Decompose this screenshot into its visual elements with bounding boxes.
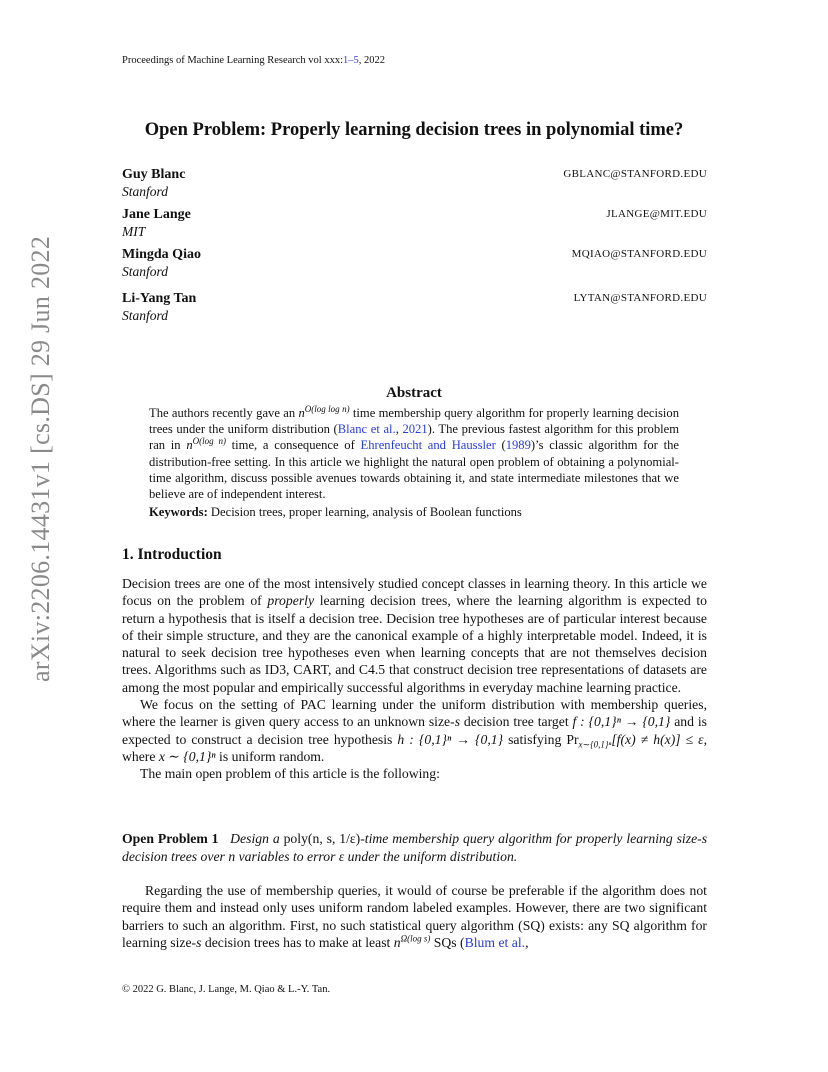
citation-link[interactable]: Blum et al. [464,934,526,950]
arxiv-stamp-text: arXiv:2206.14431v1 [cs.DS] 29 Jun 2022 [26,235,55,682]
paragraph [122,882,707,951]
math-exponent: O(log log n) [304,403,350,414]
math-n: n [298,406,305,420]
open-problem-text: variables to error [235,848,339,864]
abstract-text: ). The previous fastest algorithm for this problem ran in [149,422,680,453]
copyright-footer: © 2022 G. Blanc, J. Lange, M. Qiao & L.-Y. Tan. [122,984,331,995]
emphasis-text: properly [267,593,315,609]
math-x-dist: x ∼ {0,1}ⁿ [158,748,216,764]
keywords-text: Decision trees, proper learning, analysis of Boolean functions [207,505,522,520]
author-block [122,247,707,280]
author-affiliation: Stanford [122,308,169,323]
paper-title: Open Problem: Properly learning decision trees in polynomial time? [144,120,684,140]
paragraph-text: decision trees has to make at least [201,934,394,950]
open-problem-label: Open Problem 1 [122,831,219,846]
author-email[interactable]: MQIAO@STANFORD.EDU [571,248,707,260]
math-n: n [186,438,193,453]
author-affiliation: MIT [122,224,146,239]
math-pr-expression: [f(x) ≠ h(x)] ≤ ε [611,731,704,747]
open-problem-text: under the uniform distribution. [344,848,518,864]
math-poly: poly(n, s, 1/ε) [283,831,361,846]
math-pr-subscript: x∼{0,1}ⁿ [578,739,612,750]
paragraph-text: SQs ( [430,934,465,950]
abstract-text: time membership query algorithm for properly learning decision trees under the uniform distribution ( [149,406,680,437]
paragraph [122,575,707,696]
citation-link[interactable]: Ehrenfeucht and Haussler [360,438,496,453]
abstract-heading: Abstract [386,385,442,401]
keywords-label: Keywords: [149,505,208,520]
author-affiliation: Stanford [122,184,169,199]
author-affiliation: Stanford [122,264,169,279]
paragraph-text: learning decision trees, where the learning algorithm is expected to return a hypothesis that is itself a decision tree. Decision tree hypotheses are of particular interest because of their simple structure, and they are the canonical example of a highly interpretable model. Indeed, it is natural to seek decision tree hypotheses even when learning concepts that are not themselves decision trees. Algorithms such as ID3, CART, and C4.5 that construct decision tree representations of datasets are among the most popular and empirically successful algorithms in everyday machine learning practice. [122,593,707,695]
open-problem-text: Design a [230,831,284,846]
paragraph-text: Decision trees are one of the most intensively studied concept classes in learning theory. In this article we focus on the problem of [122,576,707,609]
math-f-map: f : {0,1}ⁿ → {0,1} [572,714,671,730]
abstract-text: )’s classic algorithm for the distribution-free setting. In this article we highlight the natural open problem of obtaining a polynomial-time algorithm, discuss possible avenues towards obtaining it, and state intermediate milestones that we believe are of independent interest. [149,438,679,502]
paragraph-text: and is expected to construct a decision tree hypothesis [122,714,707,747]
abstract-text: time, a consequence of [225,438,361,453]
paragraph-text: The main open problem of this article is the following: [140,766,440,782]
paragraph-text: is uniform random. [215,748,325,764]
math-s: s [454,714,461,730]
author-block [122,291,707,324]
proceedings-header [122,55,385,66]
author-name: Jane Lange [122,207,191,222]
keywords-line [149,504,679,520]
citation-separator: ( [495,438,506,453]
abstract-text: The authors recently gave an [149,406,299,420]
proceedings-year: , 2022 [358,55,386,66]
citation-year-link[interactable]: 1989 [505,438,531,453]
math-eps: ε [338,848,345,864]
author-email[interactable]: GBLANC@STANFORD.EDU [563,168,707,180]
open-problem [122,830,707,865]
math-exponent: Ω(log s) [400,933,431,944]
author-name: Guy Blanc [122,167,186,182]
author-block [122,207,707,240]
open-problem-text: -time membership query algorithm for properly learning size- [360,831,702,846]
math-n: n [228,848,236,864]
proceedings-text: Proceedings of Machine Learning Research vol xxx: [122,55,344,66]
math-n: n [393,934,401,950]
math-exponent: O(log n) [192,436,226,447]
paragraph-text: satisfying [503,731,567,747]
math-pr: Pr [566,731,579,747]
math-s: s [701,831,708,846]
pages-link[interactable]: 1–5 [343,55,359,66]
section-heading: 1. Introduction [122,546,222,563]
citation-separator: , [395,422,403,437]
author-name: Mingda Qiao [122,247,201,262]
paragraph-text: We focus on the setting of PAC learning under the uniform distribution with membership queries, where the learner is given query access to an unknown size- [122,697,707,730]
author-email[interactable]: JLANGE@MIT.EDU [606,208,707,220]
barriers-paragraph [122,882,707,951]
author-name: Li-Yang Tan [122,291,197,306]
paragraph-text: , where [122,731,707,764]
author-block [122,167,707,200]
math-h-map: h : {0,1}ⁿ → {0,1} [397,731,504,747]
paragraph-text: , [525,934,529,950]
paragraph-text: decision tree target [460,714,573,730]
citation-link[interactable]: Blanc et al. [337,422,396,437]
paragraph-text: Regarding the use of membership queries, it would of course be preferable if the algorithm does not require them and instead only uses uniform random labeled examples. However, there are two significant barriers to such an algorithm. First, no such statistical query algorithm (SQ) exists: any SQ algorithm for learning size- [122,883,707,950]
paragraph [122,765,707,782]
intro-body [122,575,707,783]
citation-year-link[interactable]: 2021 [402,422,428,437]
abstract-body [149,405,679,520]
author-email[interactable]: LYTAN@STANFORD.EDU [573,292,707,304]
paragraph [122,696,707,765]
math-s: s [196,934,202,950]
open-problem-text: decision trees over [122,848,229,864]
